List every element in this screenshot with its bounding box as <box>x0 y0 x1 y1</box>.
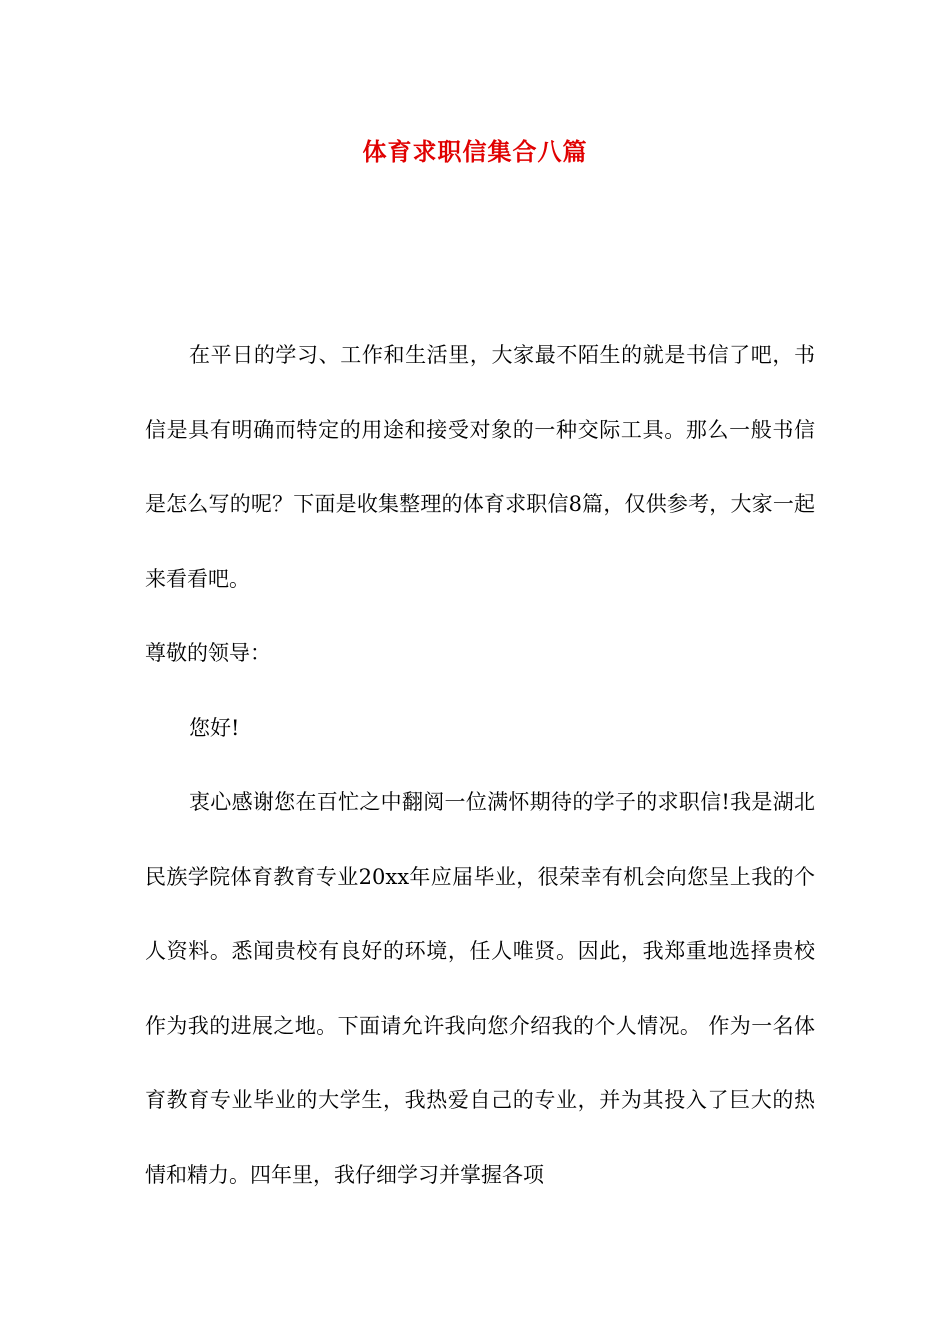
document-title: 体育求职信集合八篇 <box>362 137 588 166</box>
letter-paragraph: 衷心感谢您在百忙之中翻阅一位满怀期待的学子的求职信!我是湖北民族学院体育教育专业20xx年应届毕业，很荣幸有机会向您呈上我的个人资料。悉闻贵校有良好的环境，任人唯贤。因此，我郑重地选择贵校作为我的进展之地。下面请允许我向您介绍我的个人情况。 作为一名体育教育专业毕业的大学生，我热爱自己的专业，并为其投入了巨大的热情和精力。四年里，我仔细学习并掌握各项 <box>145 790 815 1187</box>
salutation: 尊敬的领导： <box>145 641 271 665</box>
document-body <box>145 318 815 1212</box>
greeting: 您好! <box>189 715 240 740</box>
intro-paragraph: 在平日的学习、工作和生活里，大家最不陌生的就是书信了吧，书信是具有明确而特定的用途和接受对象的一种交际工具。那么一般书信是怎么写的呢？下面是收集整理的体育求职信8篇，仅供参考，大家一起来看看吧。 <box>145 343 815 591</box>
